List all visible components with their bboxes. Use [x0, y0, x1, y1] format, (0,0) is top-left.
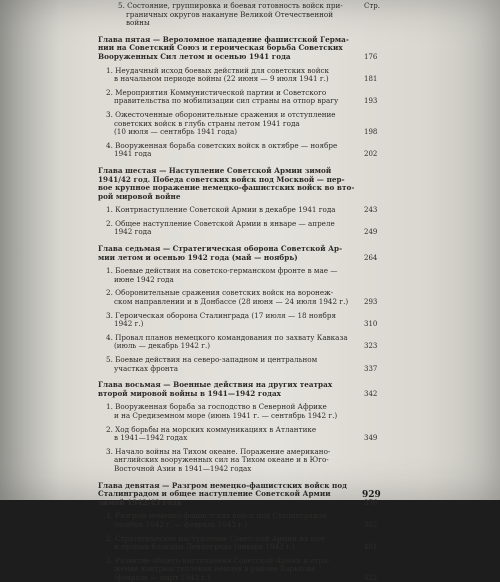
- toc-page-ref: 337: [364, 364, 378, 373]
- toc-chapter-heading: [98, 159, 485, 201]
- toc-entry: [98, 262, 485, 284]
- toc-line-text: 2. Мероприятия Коммунистической партии и Советского: [106, 87, 327, 97]
- toc-entry: [98, 507, 485, 529]
- toc-line-text: 3. Начало войны на Тихом океане. Поражение американо-: [106, 446, 331, 456]
- toc-line-text: 2. Ход борьбы на морских коммуникациях в Атлантике: [106, 424, 317, 434]
- toc-line-text: 1942 года: [114, 227, 152, 237]
- toc-entry: [98, 284, 485, 306]
- toc-entry: [98, 351, 485, 373]
- toc-line-text: Сталинградом и общее наступление Советской Армии: [98, 489, 331, 499]
- toc-line-text: в начальном периоде войны (22 июня — 9 июля 1941 г.): [114, 74, 329, 84]
- table-of-contents: [98, 2, 485, 582]
- toc-line-text: Восточной Азии в 1941—1942 годах: [114, 463, 252, 473]
- toc-line-text: 1941/42 год. Победа советских войск под Москвой — пер-: [98, 174, 345, 184]
- toc-entry: [98, 530, 485, 552]
- toc-page-ref: 422: [364, 573, 378, 582]
- toc-line-text: 4. Вооруженная борьба советских войск в октябре — ноябре: [106, 140, 338, 150]
- toc-entry: [98, 201, 485, 215]
- toc-line-text: Глава пятая — Вероломное нападение фашистской Герма-: [98, 34, 349, 44]
- toc-entry: [98, 2, 485, 28]
- page-shadow: [0, 0, 60, 500]
- toc-entry: [98, 552, 485, 582]
- toc-page-ref: 310: [364, 320, 378, 329]
- toc-line-text: нии на Советский Союз и героическая борьба Советских: [98, 43, 343, 53]
- toc-entry: [98, 84, 485, 106]
- toc-line-text: Вооруженных Сил летом и осенью 1941 года: [98, 51, 291, 61]
- toc-line-text: английских вооруженных сил на Тихом океане и в Юго-: [114, 455, 329, 465]
- toc-page-ref: 243: [364, 206, 378, 215]
- toc-chapter-heading: [98, 237, 485, 262]
- toc-line-text: Глава восьмая — Военные действия на других театрах: [98, 380, 333, 390]
- page-column-label: Стр.: [364, 2, 380, 10]
- toc-page-ref: 342: [364, 389, 378, 398]
- toc-entry: [98, 421, 485, 443]
- toc-line-text: ском направлении и в Донбассе (28 июня — 24 июля 1942 г.): [114, 297, 349, 307]
- toc-line-text: 3. Развитие общего наступления Советской Армии и отра-: [106, 555, 330, 565]
- toc-line-text: 5. Состояние, группировка и боевая готовность войск при-: [118, 1, 343, 10]
- toc-chapter-heading: [98, 373, 485, 398]
- toc-line-text: 1. Контрнаступление Советской Армии в декабре 1941 года: [106, 205, 336, 215]
- toc-entry: [98, 307, 485, 329]
- toc-chapter-heading: [98, 28, 485, 62]
- toc-line-text: мии летом и осенью 1942 года (май — ноябрь): [98, 252, 298, 262]
- toc-line-text: 2. Стратегическое наступление Советской Армии на юге: [106, 533, 325, 543]
- toc-line-text: войны: [126, 18, 150, 28]
- toc-line-text: 1. Вооруженная борьба за господство в Северной Африке: [106, 402, 327, 412]
- toc-page-ref: 401: [364, 543, 378, 552]
- toc-page-ref: 249: [364, 228, 378, 237]
- toc-line-text: и прорыв блокады Ленинграда (январь 1943 г.): [114, 542, 295, 552]
- toc-line-text: июне 1942 года: [114, 274, 174, 284]
- toc-line-text: 5. Боевые действия на северо-западном и центральном: [106, 355, 318, 364]
- toc-line-text: (ноябрь 1942 г. — февраль 1943 г.): [114, 519, 247, 529]
- toc-line-text: (10 июля — сентябрь 1941 года): [114, 127, 238, 137]
- toc-line-text: рой мировой войне: [98, 191, 181, 201]
- toc-entry: [98, 106, 485, 137]
- toc-page-ref: 376: [364, 498, 378, 507]
- toc-line-text: в 1941—1942 годах: [114, 433, 188, 443]
- toc-page-ref: 202: [364, 150, 378, 159]
- toc-page-ref: 181: [364, 75, 378, 84]
- toc-page-ref: 349: [364, 434, 378, 443]
- toc-line-text: 1. Боевые действия на советско-германском фронте в мае —: [106, 266, 338, 276]
- toc-page-ref: 193: [364, 97, 378, 106]
- toc-line-text: и на Средиземном море (июнь 1941 г. — сентябрь 1942 г.): [114, 410, 338, 420]
- toc-line-text: Глава седьмая — Стратегическая оборона Советской Ар-: [98, 244, 343, 254]
- page-number: 929: [362, 490, 381, 500]
- toc-page-ref: 382: [364, 520, 378, 529]
- toc-page-ref: 293: [364, 298, 378, 307]
- toc-chapter-heading: [98, 474, 485, 508]
- toc-line-text: 3. Ожесточенные оборонительные сражения и отступление: [106, 109, 336, 119]
- toc-entry: [98, 215, 485, 237]
- toc-line-text: правительства по мобилизации сил страны на отпор врагу: [114, 96, 339, 106]
- toc-entry: [98, 329, 485, 351]
- toc-line-text: участках фронта: [114, 363, 178, 373]
- toc-line-text: граничных округов накануне Великой Отечественной: [126, 9, 334, 19]
- toc-line-text: Глава девятая — Разгром немецко-фашистских войск под: [98, 480, 348, 490]
- toc-line-text: 3. Героическая оборона Сталинграда (17 июля — 18 ноября: [106, 310, 337, 320]
- toc-entry: [98, 443, 485, 474]
- toc-line-text: Глава шестая — Наступление Советской Армии зимой: [98, 165, 332, 175]
- toc-line-text: 1. Неудачный исход боевых действий для советских войск: [106, 65, 330, 75]
- toc-line-text: вое крупное поражение немецко-фашистских войск во вто-: [98, 183, 355, 193]
- toc-line-text: жение контрнаступления немцев в районе Харькова: [114, 564, 316, 574]
- toc-entry: [98, 137, 485, 159]
- toc-page-ref: 264: [364, 253, 378, 262]
- toc-line-text: (июль — декабрь 1942 г.): [114, 341, 211, 351]
- toc-page-ref: 176: [364, 52, 378, 61]
- toc-page-ref: 198: [364, 128, 378, 137]
- toc-line-text: (февраль — март 1943 г.): [114, 572, 211, 582]
- toc-line-text: 1941 года: [114, 149, 152, 159]
- toc-line-text: советских войск в глубь страны летом 1941 года: [114, 118, 300, 128]
- toc-entry: [98, 398, 485, 420]
- toc-line-text: зимой 1942/43 года: [98, 497, 182, 507]
- toc-line-text: 1942 г.): [114, 319, 144, 329]
- toc-line-text: 4. Провал планов немецкого командования по захвату Кавказа: [106, 332, 348, 342]
- toc-line-text: 1. Разгром немецко-фашистских войск под Сталинградом: [106, 511, 328, 521]
- toc-page-ref: 323: [364, 342, 378, 351]
- toc-line-text: 2. Оборонительные сражения советских войск на воронеж-: [106, 288, 334, 298]
- toc-line-text: 2. Общее наступление Советской Армии в январе — апреле: [106, 218, 335, 228]
- toc-entry: [98, 62, 485, 84]
- toc-line-text: второй мировой войны в 1941—1942 годах: [98, 388, 282, 398]
